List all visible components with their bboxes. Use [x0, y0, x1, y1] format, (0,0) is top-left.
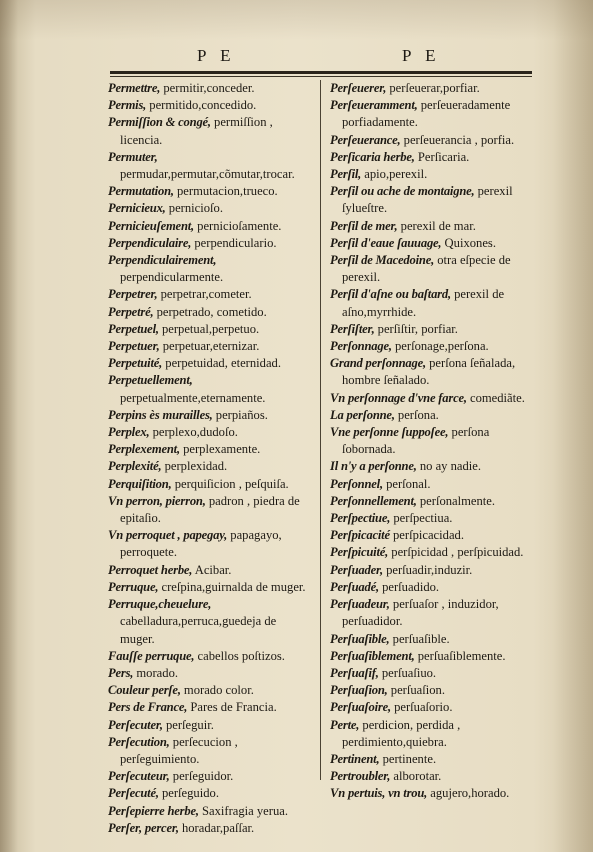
dictionary-entry [330, 596, 532, 630]
entry-headword: Perpetuité, [108, 356, 163, 371]
dictionary-entry [330, 218, 532, 235]
entry-translation: perpendiculario. [194, 235, 277, 250]
entry-headword: Pertroubler, [330, 769, 391, 784]
entry-translation: otra eſpecie de perexil. [342, 253, 511, 285]
entry-headword: Perte, [330, 717, 360, 732]
dictionary-entry [108, 304, 312, 321]
entry-headword: Perſil, [330, 167, 362, 182]
entry-translation: perſecucion , perſeguimiento. [120, 734, 238, 766]
entry-headword: Perſuaſoire, [330, 700, 391, 715]
dictionary-entry [330, 699, 532, 716]
dictionary-entry [108, 476, 312, 493]
dictionary-entry [330, 717, 532, 751]
entry-headword: Perſecution, [108, 734, 170, 749]
dictionary-entry [108, 820, 312, 837]
entry-translation: perexil de aſno,myrrhide. [342, 287, 505, 319]
dictionary-entry [108, 355, 312, 372]
entry-headword: Perſuader, [330, 562, 383, 577]
dictionary-entry [108, 562, 312, 579]
dictionary-entry [330, 407, 532, 424]
dictionary-entry [108, 579, 312, 596]
dictionary-entry [108, 235, 312, 252]
entry-headword: Perſepierre herbe, [108, 803, 199, 818]
entry-translation: perpetual,perpetuo. [161, 321, 260, 336]
dictionary-entry [108, 717, 312, 734]
entry-translation: perſeuerar,porfiar. [389, 81, 480, 95]
entry-headword: Pers de France, [108, 700, 188, 715]
entry-translation: permudar,permutar,cõmutar,trocar. [120, 167, 295, 182]
entry-translation: perſuaſorio. [394, 700, 453, 715]
entry-headword: Permis, [108, 98, 147, 113]
dictionary-entry [330, 493, 532, 510]
dictionary-entry [330, 785, 532, 802]
entry-translation: perſeguidor. [172, 769, 234, 784]
page-shadow-top [0, 0, 593, 40]
entry-translation: alborotar. [393, 769, 442, 784]
entry-translation: perſpicacidad. [393, 528, 464, 543]
entry-translation: perplexo,dudoſo. [152, 425, 238, 440]
entry-translation: Perſicaria. [417, 149, 470, 164]
entry-translation: perſpectiua. [393, 511, 453, 526]
dictionary-entry [330, 252, 532, 286]
entry-headword: Perſonnage, [330, 339, 392, 354]
running-head-left: P E [197, 46, 236, 65]
entry-headword: Perpendiculaire, [108, 235, 192, 250]
entry-translation: perſuadir,induzir. [386, 562, 473, 577]
entry-headword: Perplexement, [108, 442, 180, 457]
entry-headword: Fauſſe perruque, [108, 648, 195, 663]
entry-translation: morado color. [183, 683, 254, 698]
dictionary-entry [108, 97, 312, 114]
entry-headword: Perſpicuité, [330, 545, 389, 560]
entry-headword: Vn pertuis, vn trou, [330, 786, 428, 801]
entry-translation: perſonage,perſona. [394, 339, 489, 354]
entry-translation: perpiaños. [215, 407, 268, 422]
entry-headword: Permuter, [108, 149, 158, 164]
entry-translation: pertinente. [382, 751, 437, 766]
dictionary-entry [330, 355, 532, 389]
entry-translation: permiſſion , licencia. [120, 115, 273, 147]
entry-headword: Perſil de mer, [330, 218, 398, 233]
dictionary-entry [330, 166, 532, 183]
dictionary-entry [108, 218, 312, 235]
entry-headword: Vn perſonnage d'vne farce, [330, 390, 467, 405]
dictionary-entry [330, 286, 532, 320]
entry-headword: Pernicieux, [108, 201, 166, 216]
entry-headword: Permettre, [108, 81, 161, 95]
dictionary-entry [108, 785, 312, 802]
entry-headword: Perquiſition, [108, 476, 172, 491]
entry-translation: pernicioſamente. [197, 218, 282, 233]
entry-headword: Couleur perſe, [108, 683, 181, 698]
entry-headword: Permutation, [108, 184, 174, 199]
entry-translation: perſona ſeñalada, hombre ſeñalado. [342, 356, 516, 388]
dictionary-entry [330, 527, 532, 544]
dictionary-entry [108, 493, 312, 527]
entry-translation: perpetrado, cometido. [156, 304, 267, 319]
entry-headword: Pertinent, [330, 751, 380, 766]
entry-headword: Perpetuel, [108, 321, 159, 336]
entry-translation: apio,perexil. [364, 167, 428, 182]
dictionary-entry [330, 579, 532, 596]
dictionary-entry [330, 424, 532, 458]
left-column [108, 80, 312, 837]
entry-headword: Perſuaſiblement, [330, 648, 415, 663]
entry-translation: comediãte. [469, 390, 525, 405]
dictionary-entry [330, 682, 532, 699]
entry-headword: La perſonne, [330, 407, 395, 422]
entry-headword: Perpetré, [108, 304, 154, 319]
entry-translation: perſiſtir, porfiar. [377, 321, 458, 336]
entry-headword: Vn perron, pierron, [108, 493, 206, 508]
entry-headword: Perruque, [108, 579, 159, 594]
entry-translation: Acibar. [194, 562, 232, 577]
entry-translation: permutacion,trueco. [176, 184, 278, 199]
entry-headword: Perſecuté, [108, 786, 159, 801]
entry-translation: Quixones. [444, 235, 496, 250]
entry-headword: Perſil d'eaue ſauuage, [330, 235, 442, 250]
entry-translation: perpetuar,eternizar. [162, 339, 260, 354]
entry-translation: perſuadido. [382, 579, 440, 594]
entry-translation: Saxifragia yerua. [201, 803, 289, 818]
dictionary-entry [330, 768, 532, 785]
entry-headword: Perſeuerance, [330, 132, 401, 147]
dictionary-entry [108, 200, 312, 217]
header-rule [110, 71, 532, 74]
entry-translation: perſuaſible. [392, 631, 450, 646]
entry-headword: Perſonnellement, [330, 493, 417, 508]
dictionary-entry [108, 252, 312, 286]
entry-headword: Pers, [108, 665, 134, 680]
entry-translation: perexil de mar. [400, 218, 476, 233]
entry-headword: Perſecuter, [108, 717, 163, 732]
entry-translation: perſeguir. [165, 717, 214, 732]
entry-headword: Perſicaria herbe, [330, 149, 415, 164]
entry-translation: perdicion, perdida , perdimiento,quiebra. [342, 717, 461, 749]
entry-translation: perſuaſor , induzidor, perſuadidor. [342, 597, 499, 629]
entry-translation: permitir,conceder. [163, 81, 255, 95]
dictionary-entry [330, 631, 532, 648]
entry-translation: perſpicidad , perſpicuidad. [391, 545, 524, 560]
entry-translation: no ay nadie. [419, 459, 482, 474]
entry-headword: Vne perſonne ſuppoſee, [330, 425, 449, 440]
dictionary-entry [330, 510, 532, 527]
entry-headword: Perſuadeur, [330, 597, 390, 612]
column-divider [320, 80, 321, 780]
dictionary-entry [108, 149, 312, 183]
dictionary-entry [108, 768, 312, 785]
dictionary-entry [330, 97, 532, 131]
dictionary-entry [108, 682, 312, 699]
entry-headword: Permiſſion & congé, [108, 115, 211, 130]
running-head-right: P E [402, 46, 441, 65]
entry-headword: Perſpicacité [330, 528, 390, 543]
header-rule-thin [110, 76, 532, 77]
dictionary-entry [108, 372, 312, 406]
entry-headword: Perſil de Macedoine, [330, 253, 435, 268]
entry-headword: Perplex, [108, 425, 150, 440]
entry-translation: perpetrar,cometer. [160, 287, 252, 302]
entry-translation: perpetualmente,eternamente. [120, 390, 266, 405]
entry-headword: Perſuaſion, [330, 683, 388, 698]
entry-translation: perſonal. [386, 476, 431, 491]
entry-headword: Perpins ès murailles, [108, 407, 213, 422]
dictionary-entry [330, 562, 532, 579]
dictionary-entry [108, 183, 312, 200]
entry-translation: agujero,horado. [430, 786, 510, 801]
entry-translation: creſpina,guirnalda de muger. [161, 579, 306, 594]
dictionary-entry [108, 407, 312, 424]
entry-translation: pernicioſo. [168, 201, 223, 216]
entry-translation: perſuaſiuo. [381, 665, 437, 680]
entry-headword: Pernicieuſement, [108, 218, 194, 233]
dictionary-entry [330, 80, 532, 97]
entry-translation: papagayo, perroquete. [120, 528, 282, 560]
dictionary-entry [108, 114, 312, 148]
dictionary-entry [108, 734, 312, 768]
entry-headword: Perſiſter, [330, 321, 375, 336]
entry-translation: morado. [136, 665, 179, 680]
dictionary-entry [330, 665, 532, 682]
dictionary-entry [108, 458, 312, 475]
dictionary-entry [108, 648, 312, 665]
entry-headword: Perruque,cheuelure, [108, 597, 212, 612]
entry-translation: perſona ſobornada. [342, 425, 490, 457]
entry-translation: permitido,concedido. [149, 98, 257, 113]
entry-translation: cabellos poſtizos. [197, 648, 285, 663]
entry-translation: perſuaſiblemente. [417, 648, 506, 663]
entry-headword: Perpetrer, [108, 287, 158, 302]
entry-translation: Pares de Francia. [190, 700, 277, 715]
entry-translation: perſuaſion. [390, 683, 445, 698]
entry-headword: Perſuaſif, [330, 665, 379, 680]
dictionary-entry [330, 338, 532, 355]
dictionary-entry [330, 476, 532, 493]
entry-translation: padron , piedra de epitaſio. [120, 493, 300, 526]
dictionary-entry [330, 321, 532, 338]
entry-headword: Perſuadé, [330, 579, 379, 594]
entry-headword: Perſeueramment, [330, 98, 418, 113]
entry-headword: Perſpectiue, [330, 511, 391, 526]
entry-headword: Perpetuer, [108, 339, 160, 354]
entry-translation: perſeueradamente porfiadamente. [342, 98, 511, 130]
entry-translation: cabelladura,perruca,guedeja de muger. [120, 614, 277, 646]
dictionary-entry [330, 149, 532, 166]
dictionary-entry [108, 527, 312, 561]
dictionary-entry [108, 803, 312, 820]
dictionary-entry [330, 544, 532, 561]
entry-headword: Perſeuerer, [330, 81, 387, 95]
dictionary-entry [108, 424, 312, 441]
entry-translation: perſona. [397, 407, 439, 422]
entry-headword: Perpetuellement, [108, 373, 193, 388]
entry-translation: perſeguido. [161, 786, 219, 801]
entry-headword: Perroquet herbe, [108, 562, 193, 577]
dictionary-entry [330, 132, 532, 149]
right-column [330, 80, 532, 803]
dictionary-entry [108, 321, 312, 338]
entry-translation: perplexidad. [164, 459, 228, 474]
entry-headword: Perſuaſible, [330, 631, 390, 646]
entry-headword: Perſil ou ache de montaigne, [330, 184, 475, 199]
entry-headword: Perſonnel, [330, 476, 383, 491]
entry-headword: Perſecuteur, [108, 769, 170, 784]
dictionary-entry [330, 458, 532, 475]
dictionary-entry [108, 665, 312, 682]
entry-headword: Grand perſonnage, [330, 356, 426, 371]
dictionary-entry [108, 286, 312, 303]
entry-translation: perexil ſylueſtre. [342, 184, 513, 216]
page-gutter-shadow [0, 0, 18, 852]
dictionary-entry [330, 390, 532, 407]
entry-translation: perquiſicion , peſquiſa. [174, 476, 289, 491]
dictionary-entry [330, 751, 532, 768]
dictionary-entry [330, 235, 532, 252]
dictionary-entry [108, 441, 312, 458]
dictionary-entry [330, 183, 532, 217]
dictionary-entry [108, 80, 312, 97]
entry-headword: Perplexité, [108, 459, 162, 474]
dictionary-entry [108, 699, 312, 716]
entry-translation: perplexamente. [183, 442, 261, 457]
entry-translation: perpendicularmente. [120, 270, 224, 285]
entry-translation: perſonalmente. [419, 493, 496, 508]
dictionary-entry [108, 338, 312, 355]
page-shadow-right [553, 0, 593, 852]
dictionary-entry [108, 596, 312, 648]
dictionary-entry [330, 648, 532, 665]
entry-headword: Perſil d'aſne ou baſtard, [330, 287, 451, 302]
entry-translation: perſeuerancia , porfia. [403, 132, 515, 147]
entry-translation: perpetuidad, eternidad. [165, 356, 282, 371]
entry-translation: horadar,paſſar. [181, 820, 255, 835]
entry-headword: Perpendiculairement, [108, 253, 217, 268]
entry-headword: Perſer, percer, [108, 820, 179, 835]
entry-headword: Il n'y a perſonne, [330, 459, 417, 474]
entry-headword: Vn perroquet , papegay, [108, 528, 228, 543]
